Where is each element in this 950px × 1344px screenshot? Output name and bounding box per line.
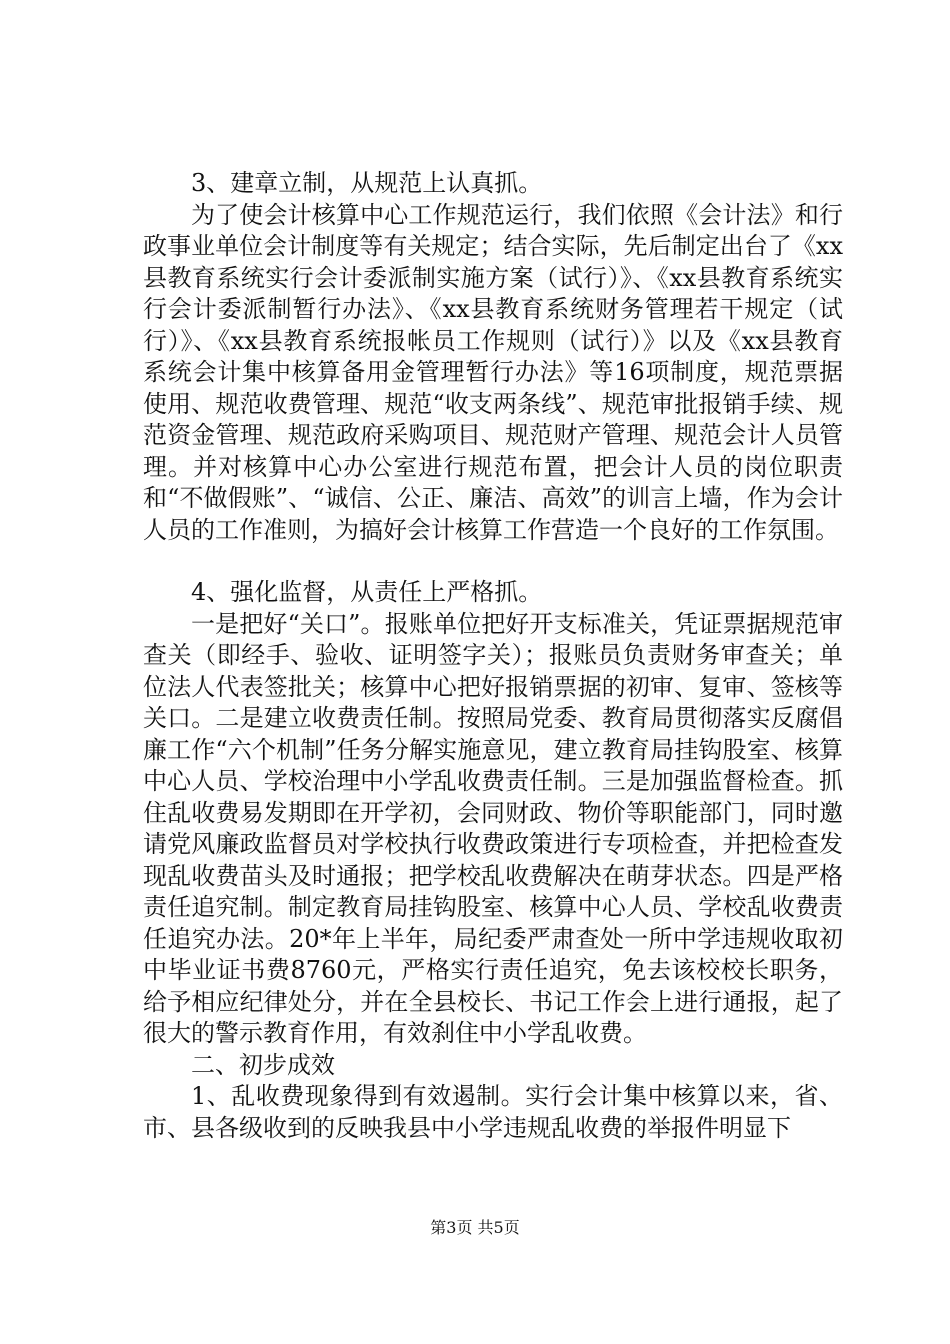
paragraph-results-1: 1、乱收费现象得到有效遏制。实行会计集中核算以来，省、市、县各级收到的反映我县中小学违规乱收费的举报件明显下: [143, 1082, 843, 1142]
document-body: [143, 168, 843, 1144]
page-footer: 第3页 共5页: [430, 1218, 520, 1237]
section-heading-results: 二、初步成效: [191, 1050, 335, 1079]
paragraph-regulations: 为了使会计核算中心工作规范运行，我们依照《会计法》和行政事业单位会计制度等有关规定；结合实际，先后制定出台了《xx县教育系统实行会计委派制实施方案（试行）》、《xx县教育系统实行会计委派制暂行办法》、《xx县教育系统财务管理若干规定（试行）》、《xx县教育系统报帐员工作规则（试行）》以及《xx县教育系统会计集中核算备用金管理暂行办法》等16项制度，规范票据使用、规范收费管理、规范“收支两条线”、规范审批报销手续、规范资金管理、规范政府采购项目、规范财产管理、规范会计人员管理。并对核算中心办公室进行规范布置，把会计人员的岗位职责和“不做假账”、“诚信、公正、廉洁、高效”的训言上墙，作为会计人员的工作准则，为搞好会计核算工作营造一个良好的工作氛围。: [143, 200, 843, 544]
section-heading-3: 3、建章立制，从规范上认真抓。: [191, 169, 543, 197]
paragraph-spacer: [143, 546, 843, 577]
section-heading-4: 4、强化监督，从责任上严格抓。: [191, 578, 543, 606]
paragraph-supervision: 一是把好“关口”。报账单位把好开支标准关，凭证票据规范审查关（即经手、验收、证明签字关）；报账员负责财务审查关；单位法人代表签批关；核算中心把好报销票据的初审、复审、签核等关口。二是建立收费责任制。按照局党委、教育局贯彻落实反腐倡廉工作“六个机制”任务分解实施意见，建立教育局挂钩股室、核算中心人员、学校治理中小学乱收费责任制。三是加强监督检查。抓住乱收费易发期即在开学初，会同财政、物价等职能部门，同时邀请党风廉政监督员对学校执行收费政策进行专项检查，并把检查发现乱收费苗头及时通报；把学校乱收费解决在萌芽状态。四是严格责任追究制。制定教育局挂钩股室、核算中心人员、学校乱收费责任追究办法。20*年上半年，局纪委严肃查处一所中学违规收取初中毕业证书费8760元，严格实行责任追究，免去该校校长职务，给予相应纪律处分，并在全县校长、书记工作会上进行通报，起了很大的警示教育作用，有效刹住中小学乱收费。: [143, 609, 843, 1047]
